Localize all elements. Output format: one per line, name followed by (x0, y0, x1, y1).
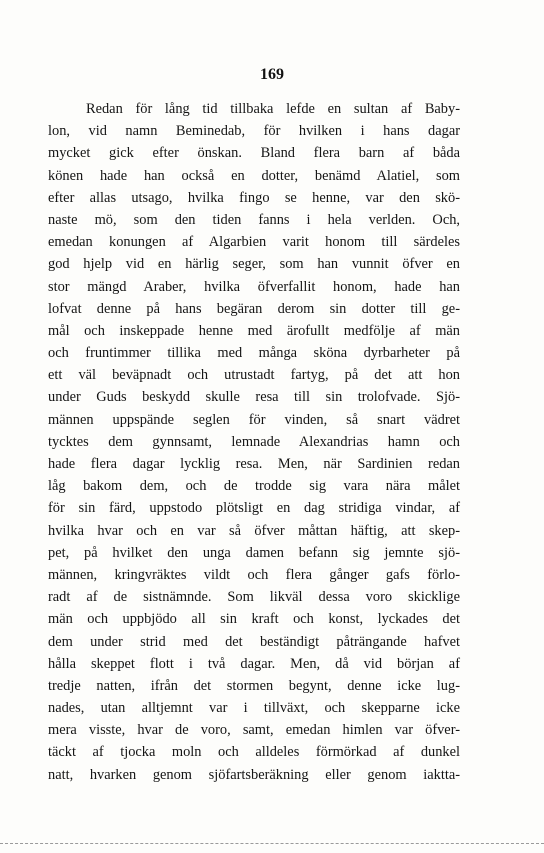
text-line: radt af de sistnämnde. Som likväl dessa voro skicklige (48, 589, 460, 606)
text-line: nades, utan alltjemnt var i tillväxt, och skepparne icke (48, 700, 460, 717)
text-line: efter allas utsago, hvilka fingo se henne, var den skö- (48, 189, 460, 206)
text-line: männen uppspände seglen för vinden, så snart vädret (48, 411, 460, 428)
text-line: ett väl beväpnadt och utrustadt fartyg, på det att hon (48, 367, 460, 384)
text-line: under Guds beskydd skulle resa till sin trolofvade. Sjö- (48, 389, 460, 406)
text-line: god hjelp vid en härlig seger, som han vunnit öfver en (48, 256, 460, 273)
text-line: lon, vid namn Beminedab, för hvilken i hans dagar (48, 123, 460, 140)
text-line: hvilka hvar och en var så öfver måttan häftig, att skep- (48, 522, 460, 539)
text-line: könen hade han också en dotter, benämd Alatiel, som (48, 167, 460, 184)
body-text (48, 98, 460, 786)
text-line: låg bakom dem, och de trodde sig vara nära målet (48, 478, 460, 495)
text-line: mål och inskeppade henne med ärofullt medfölje af män (48, 322, 460, 339)
text-line: och fruntimmer tillika med många sköna dyrbarheter på (48, 345, 460, 362)
text-line: män och uppbjödo all sin kraft och konst, lyckades det (48, 611, 460, 628)
text-line: täckt af tjocka moln och alldeles förmörkad af dunkel (48, 744, 460, 761)
text-line: stor mängd Araber, hvilka öfverfallit honom, hade han (48, 278, 460, 295)
text-line: tredje natten, ifrån det stormen begynt, denne icke lug- (48, 677, 460, 694)
text-line: hålla skeppet flott i två dagar. Men, då vid början af (48, 655, 460, 672)
text-line: naste mö, som den tiden fanns i hela verlden. Och, (48, 211, 460, 228)
text-line: emedan konungen af Algarbien varit honom till särdeles (48, 234, 460, 251)
text-line: pet, på hvilket den unga damen befann sig jemnte sjö- (48, 544, 460, 561)
text-line: mera visste, hvar de voro, samt, emedan himlen var öfver- (48, 722, 460, 739)
scan-edge-divider (0, 843, 544, 844)
text-line: lofvat denne på hans begäran derom sin dotter till ge- (48, 300, 460, 317)
text-line: dem under strid med det beständigt påträngande hafvet (48, 633, 460, 650)
text-line: tycktes dem gynnsamt, lemnade Alexandrias hamn och (48, 433, 460, 450)
text-line: mycket gick efter önskan. Bland flera barn af båda (48, 145, 460, 162)
text-line: för sin färd, uppstodo plötsligt en dag stridiga vindar, af (48, 500, 460, 517)
page-number: 169 (260, 66, 284, 83)
text-line: natt, hvarken genom sjöfartsberäkning eller genom iaktta- (48, 766, 460, 783)
text-line: männen, kringvräktes vildt och flera gånger gafs förlo- (48, 566, 460, 583)
text-line: hade flera dagar lycklig resa. Men, när Sardinien redan (48, 456, 460, 472)
text-line: Redan för lång tid tillbaka lefde en sultan af Baby- (86, 101, 460, 117)
